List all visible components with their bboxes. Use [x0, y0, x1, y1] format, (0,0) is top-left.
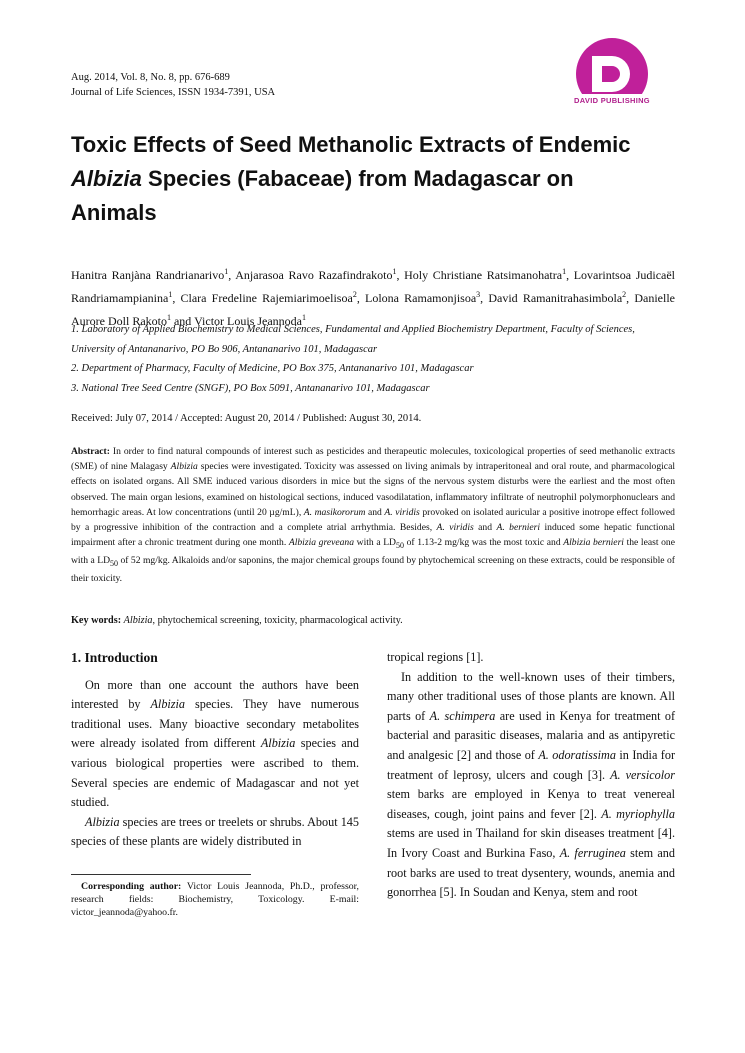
- author-affil-sup: 2: [352, 290, 357, 299]
- author: , Anjarasoa Ravo Razafindrakoto: [228, 268, 393, 282]
- paragraph: [387, 648, 675, 668]
- author: , Danielle Aurore Doll Rakoto: [71, 291, 675, 328]
- italic-text: A. myriophylla: [601, 806, 675, 821]
- author-affil-sup: 1: [166, 313, 171, 322]
- column-right: [387, 648, 675, 903]
- footnote-label: Corresponding author:: [81, 881, 182, 892]
- journal-info: [71, 70, 275, 100]
- author-affil-sup: 1: [168, 290, 173, 299]
- abstract-text: the least one with a LD: [71, 537, 675, 567]
- abstract-italic: A. viridis: [436, 522, 474, 534]
- abstract-text: provoked on isolated auricular a positive inotrope effect followed by a progressive inhibition of the contraction and a complete atrial arrhythmia. Besides,: [71, 506, 675, 534]
- italic-text: A. schimpera: [429, 708, 496, 723]
- abstract-italic: A. viridis: [384, 506, 420, 518]
- text: tropical regions [1].: [387, 650, 484, 664]
- keywords: [71, 615, 675, 626]
- italic-text: Albizia: [260, 736, 296, 751]
- author: , Lovarintsoa Judicaël Randriamampianina: [71, 268, 676, 305]
- italic-text: A. odoratissima: [538, 747, 616, 762]
- abstract-italic: Albizia: [170, 461, 198, 473]
- title-line-2: Species (Fabaceae) from Madagascar on: [141, 166, 574, 191]
- logo-text: DAVID PUBLISHING: [574, 96, 650, 105]
- abstract-italic: Albizia bernieri: [563, 537, 624, 549]
- paragraph: [387, 668, 675, 903]
- keyword-italic: Albizia: [123, 615, 153, 626]
- journal-name-line: Journal of Life Sciences, ISSN 1934-7391, USA: [71, 87, 276, 98]
- author: , Lolona Ramamonjisoa: [356, 291, 477, 305]
- affiliation-2: 2. Department of Pharmacy, Faculty of Medicine, PO Box 375, Antananarivo 101, Madagascar: [71, 363, 474, 374]
- abstract-subscript: 50: [396, 541, 404, 551]
- author: and Victor Louis Jeannoda: [170, 314, 303, 328]
- text: stem and root barks are used to treat dysentery, wounds, anemia and gonorrhea [5]. In Soudan and Kenya, stem and root: [387, 845, 675, 900]
- abstract: [71, 444, 675, 587]
- abstract-text: with a LD: [354, 537, 396, 549]
- author: , Clara Fredeline Rajemiarimoelisoa: [172, 291, 353, 305]
- author-affil-sup: 3: [476, 290, 481, 299]
- paper-title: [71, 128, 671, 230]
- section-heading: 1. Introduction: [71, 650, 158, 665]
- abstract-label: Abstract:: [71, 446, 110, 457]
- text: On more than one account the authors have been interested by: [71, 677, 359, 712]
- italic-text: Albizia: [150, 697, 186, 712]
- text: stem barks are employed in Kenya to treat venereal diseases, cough, joint pains and fever [2].: [387, 787, 675, 821]
- title-line-3: Animals: [71, 200, 157, 225]
- title-line-1: Toxic Effects of Seed Methanolic Extracts of Endemic: [71, 132, 631, 157]
- paragraph: [71, 676, 359, 813]
- keywords-text: , phytochemical screening, toxicity, pharmacological activity.: [152, 615, 403, 626]
- italic-text: A. ferruginea: [559, 845, 626, 860]
- abstract-text: In order to find natural compounds of interest such as pesticides and therapeutic molecules, toxicological properties of seed methanolic extracts (SME) of nine Malagasy: [71, 446, 675, 473]
- abstract-text: species were investigated. Toxicity was assessed on living animals by intraperitoneal and oral route, and pharmacological effects on isolated organs. All SME induced various disorders in mice but the signs of the nervous system disturbs were the earliest and the most often observed. The main organ lesions, examined on histological sections, induced vasodilatation, inflammatory infiltrate of neutrophil polymorphonuclears and hemorrhagic areas. At low concentrations (until 20 µg/mL),: [71, 461, 675, 518]
- received-dates: Received: July 07, 2014 / Accepted: August 20, 2014 / Published: August 30, 2014.: [71, 413, 422, 424]
- keywords-label: Key words:: [71, 615, 122, 626]
- author: , David Ramanitrahasimbola: [480, 291, 623, 305]
- text: species. They have numerous traditional uses. Many bioactive secondary metabolites were already isolated from different: [71, 697, 359, 751]
- author-affil-sup: 2: [622, 290, 627, 299]
- affiliation-3: 3. National Tree Seed Centre (SNGF), PO Box 5091, Antananarivo 101, Madagascar: [71, 382, 430, 394]
- text: stems are used in Thailand for skin diseases treatment [4]. In Ivory Coast and Burkina Faso,: [387, 826, 675, 860]
- abstract-italic: A. bernieri: [496, 522, 541, 534]
- author-affil-sup: 1: [224, 267, 229, 276]
- abstract-italic: A. masikororum: [303, 506, 366, 518]
- text: in India for treatment of leprosy, ulcers and cough [3].: [387, 747, 676, 782]
- italic-text: A. versicolor: [610, 767, 675, 782]
- title-italic-genus: Albizia: [71, 166, 142, 191]
- abstract-text: and: [473, 522, 497, 534]
- abstract-text: and: [365, 506, 385, 518]
- footnote-text: Victor Louis Jeannoda, Ph.D., professor, research fields: Biochemistry, Toxicology. E-mail: victor_jeannoda@yahoo.fr.: [71, 881, 360, 918]
- affiliations: [71, 320, 675, 398]
- footnote-divider: [71, 874, 251, 875]
- author-affil-sup: 1: [302, 313, 307, 322]
- abstract-text: induced some hepatic functional impairment after a chronic treatment during one month.: [71, 522, 676, 549]
- author: Hanitra Ranjàna Randrianarivo: [71, 268, 225, 282]
- column-left: [71, 648, 359, 852]
- abstract-italic: Albizia greveana: [288, 537, 355, 549]
- paragraph: [71, 813, 359, 852]
- text: In addition to the well-known uses of their timbers, many other traditional uses of those plants are known. All parts of: [387, 669, 675, 723]
- footnote: [71, 880, 359, 919]
- italic-text: Albizia: [85, 814, 120, 829]
- author-affil-sup: 1: [392, 267, 397, 276]
- text: are used in Kenya for treatment of bacterial and parasitic diseases, malaria and as antipyretic and analgesic [2] and those of: [387, 708, 676, 762]
- author: , Holy Christiane Ratsimanohatra: [396, 268, 563, 282]
- journal-issue-line: Aug. 2014, Vol. 8, No. 8, pp. 676-689: [71, 72, 230, 83]
- text: species and various biological properties were ascribed to them. Several species are endemic of Madagascar and not yet studied.: [71, 736, 359, 810]
- abstract-text: of 52 mg/kg. Alkaloids and/or saponins, the major chemical groups found by phytochemical screening on these extracts, could be responsible of their toxicity.: [71, 555, 675, 585]
- abstract-subscript: 50: [110, 559, 119, 569]
- author-affil-sup: 1: [562, 267, 567, 276]
- abstract-text: of 1.13-2 mg/kg was the most toxic and: [404, 537, 564, 549]
- affiliation-1: 1. Laboratory of Applied Biochemistry to Medical Sciences, Fundamental and Applied Biochemistry Department, Faculty of Sciences, University of Antananarivo, PO Bo 906, Antananarivo 101, Madagascar: [71, 324, 635, 355]
- text: species are trees or treelets or shrubs. About 145 species of these plants are widely distributed in: [71, 814, 359, 849]
